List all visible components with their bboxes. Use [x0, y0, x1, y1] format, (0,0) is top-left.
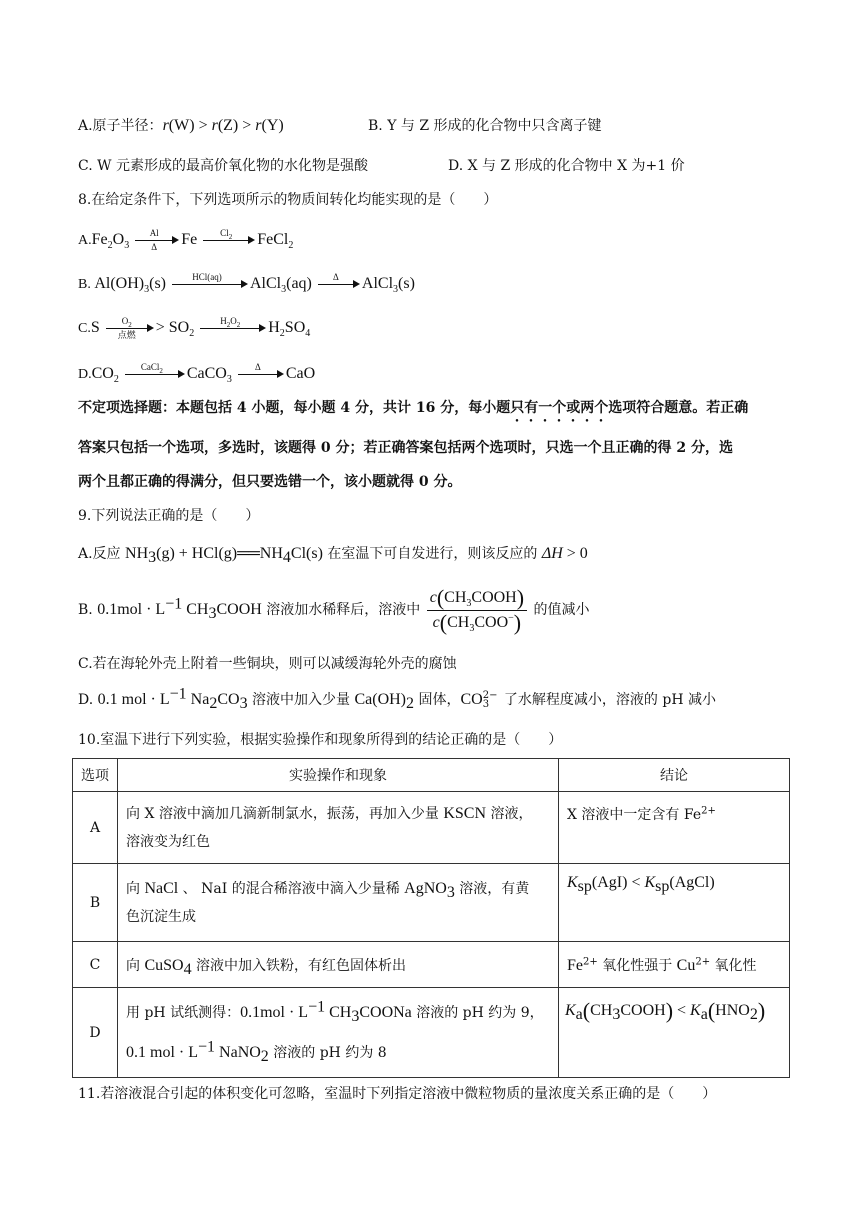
q8-b-s2-sub: 3 — [281, 284, 287, 296]
q9-b-num: CH — [444, 588, 467, 606]
q9-option-c: C.若在海轮外壳上附着一些铜块，则可以减缓海轮外壳的腐蚀 — [78, 656, 457, 672]
row-d-op2b-sub: 2 — [260, 1047, 269, 1065]
q8-c-arrow-1-top-sub: 2 — [128, 321, 132, 330]
q8-a-s2: Fe — [181, 231, 198, 248]
row-c-con1-sup: 2+ — [583, 955, 598, 967]
q9-a-r1b: (g) + HCl(g)══NH — [156, 545, 283, 562]
q8-c-arrow-1-bottom: 点燃 — [117, 330, 136, 341]
q8-c-s2: SO — [168, 319, 190, 336]
q9-b-label: B. — [78, 602, 98, 618]
row-d-op2c: 溶液的 pH 约为 8 — [268, 1044, 387, 1061]
q9-option-d — [78, 685, 716, 712]
q8-d-arrow-1-top-sub: 2 — [159, 367, 163, 376]
q8-stem: 8.在给定条件下，下列选项所示的物质间转化均能实现的是（ ） — [78, 192, 498, 208]
row-c-con2b: 氧化性 — [710, 957, 757, 974]
q7-a-z: (Z) — [217, 117, 239, 134]
q8-a-arrow-1 — [135, 228, 179, 253]
row-d-op1b: 0.1mol · L — [240, 1003, 309, 1021]
q9-b-den-c: c — [432, 613, 440, 631]
q8-b-s3: AlCl — [361, 275, 394, 292]
q9-b-species-sub: 3 — [208, 604, 217, 622]
row-a-conclusion — [559, 792, 790, 864]
q9-a-delta-h: ΔH — [541, 545, 563, 562]
q8-c-arrow-2-top-o: O — [230, 316, 237, 327]
q8-a-arrow-2-top — [203, 228, 249, 242]
row-a-con: X 溶液中一定含有 Fe — [567, 807, 702, 823]
q7-a-gt2: > — [238, 117, 256, 134]
q7-option-a — [78, 116, 284, 136]
q8-c-s1: S — [90, 319, 100, 336]
q9-a-r1b-sub: 4 — [282, 548, 291, 566]
q8-b-s2b: (aq) — [286, 275, 312, 292]
row-a-op2: 溶液变为红色 — [126, 833, 210, 850]
q9-a-text: 在室温下可自发进行，则该反应的 — [322, 546, 542, 562]
q8-d-s2: CaCO — [186, 365, 227, 382]
q8-c-s3-sub: 2 — [279, 328, 285, 340]
q7-a-r3: r — [255, 117, 262, 134]
q9-b-num-b: COOH — [471, 588, 517, 606]
table-row — [73, 792, 790, 864]
q8-option-b — [78, 274, 415, 295]
q7-a-label: A.原子半径： — [78, 118, 163, 134]
row-c-op1b-sub: 4 — [183, 960, 192, 978]
q9-d-text2: 固体， — [414, 692, 461, 708]
row-c-operation — [118, 942, 559, 988]
q9-d-conc-sup: −1 — [169, 685, 187, 703]
q8-d-s1: CO — [91, 365, 114, 382]
table-header-operation: 实验操作和现象 — [118, 759, 559, 792]
row-c-con2-sup: 2+ — [695, 955, 711, 967]
q9-a-r1: NH — [125, 545, 149, 562]
row-d-op1c: CH — [325, 1003, 352, 1021]
section-instructions-line-1 — [78, 398, 748, 425]
row-d-op1c-sub: 3 — [351, 1007, 360, 1025]
row-d-op1e: 溶液的 pH 约为 9， — [411, 1004, 544, 1021]
section-instructions-line-2: 答案只包括一个选项，多选时，该题得 0 分；若正确答案包括两个选项时，只选一个且正确的得 2 分，选 — [78, 440, 733, 456]
row-b-con1: K — [567, 874, 578, 891]
row-c-con2: Cu — [676, 956, 696, 974]
q9-b-num-c: c — [429, 588, 437, 606]
q9-b-species: CH — [182, 601, 209, 618]
q7-a-r2: r — [211, 117, 218, 134]
q8-option-a — [78, 230, 293, 251]
q7-option-b: B. Y 与 Z 形成的化合物中只含离子键 — [368, 118, 602, 134]
q8-b-arrow-1 — [172, 274, 248, 294]
table-header-option: 选项 — [73, 759, 118, 792]
q9-b-den-b: COO — [474, 613, 509, 631]
q9-d-text1: 溶液中加入少量 — [247, 692, 355, 708]
section-instructions-line-3: 两个且都正确的得满分，但只要选错一个，该小题就得 0 分。 — [78, 474, 462, 490]
q9-d-additive: Ca(OH) — [354, 691, 407, 708]
q7-a-y: (Y) — [261, 117, 284, 134]
row-b-op2: 色沉淀生成 — [126, 908, 196, 925]
q9-stem: 9.下列说法正确的是（ ） — [78, 508, 260, 524]
row-a-op1c: 溶液， — [486, 805, 533, 822]
q8-c-s3b-sub: 4 — [305, 328, 311, 340]
q10-stem: 10.室温下进行下列实验，根据实验操作和现象所得到的结论正确的是（ ） — [78, 732, 563, 748]
row-d-key: D — [73, 988, 118, 1078]
q9-a-r1c: Cl(s) — [290, 545, 323, 562]
q8-c-arrow-2-top-h: H — [220, 316, 227, 327]
row-d-con2b: HNO — [715, 1002, 750, 1019]
q9-b-den-sup: − — [508, 612, 514, 624]
row-a-key: A — [73, 792, 118, 864]
q8-c-gt: > — [155, 319, 165, 336]
row-d-op1d: COONa — [359, 1003, 412, 1021]
q8-d-s3: CaO — [285, 365, 316, 382]
q8-b-arrow-2-top: Δ — [332, 272, 339, 283]
row-d-con1: K — [565, 1002, 576, 1019]
row-b-con1-sub: sp — [577, 877, 592, 895]
row-c-con1b: 氧化性强于 — [597, 957, 677, 974]
q9-a-label: A.反应 — [78, 546, 126, 562]
section-p1c: 选项符合题意。若正确 — [608, 400, 749, 416]
row-d-operation — [118, 988, 559, 1078]
q7-option-c: C. W 元素形成的最高价氧化物的水化物是强酸 — [78, 158, 368, 174]
q9-d-conc: 0.1 mol · L — [97, 691, 170, 708]
q9-d-species-b-sub: 3 — [239, 694, 248, 712]
q9-b-den-sub: 3 — [469, 622, 475, 634]
row-c-key: C — [73, 942, 118, 988]
row-d-op2b: NaNO — [215, 1043, 261, 1061]
q8-d-arrow-2-top: Δ — [254, 362, 261, 373]
row-c-op1: 向 — [126, 957, 145, 974]
q8-c-arrow-2 — [200, 318, 266, 338]
row-b-op1c: 、 NaI 的混合稀溶液中滴入少量稀 — [178, 880, 405, 897]
q8-b-s3-sub: 3 — [393, 284, 399, 296]
row-c-op1b: CuSO — [144, 956, 184, 974]
q8-d-s2-sub: 3 — [226, 374, 232, 386]
row-b-con2b: (AgCl) — [669, 874, 715, 891]
q9-d-text3: 了水解程度减小，溶液的 pH 减小 — [499, 692, 716, 708]
row-d-op1: 用 pH 试纸测得： — [126, 1004, 241, 1021]
q9-b-conc-sup: −1 — [165, 595, 183, 613]
q11-stem: 11.若溶液混合引起的体积变化可忽略，室温时下列指定溶液中微粒物质的量浓度关系正确的是（ ） — [78, 1086, 717, 1102]
q8-a-arrow-2-top-sub: 2 — [228, 233, 233, 242]
row-b-op1d-sub: 3 — [446, 883, 455, 901]
q8-d-arrow-1-top — [125, 362, 179, 376]
row-d-con2-sub: a — [700, 1005, 708, 1023]
q8-c-arrow-1 — [106, 316, 154, 341]
q8-a-s3: FeCl — [257, 231, 289, 248]
q9-b-num-sub: 3 — [466, 597, 472, 609]
q8-option-d — [78, 364, 315, 385]
q8-c-arrow-2-top-h-sub: 2 — [226, 321, 231, 330]
row-d-op2-sup: −1 — [198, 1037, 216, 1055]
q9-b-denominator: $c(CH_3COO^-)$ — [432, 609, 522, 635]
row-b-op1b: NaCl — [144, 879, 179, 897]
q9-b-text1: 溶液加水稀释后，溶液中 — [261, 602, 421, 618]
q8-a-arrow-2 — [203, 230, 255, 250]
row-c-con1: Fe — [567, 956, 583, 974]
q9-d-ion-sub: 3 — [482, 699, 490, 710]
q8-b-s2: AlCl — [250, 275, 282, 292]
q9-d-ion-sup: 2− — [482, 690, 498, 701]
row-a-con-sup: 2+ — [701, 805, 716, 817]
row-b-key: B — [73, 864, 118, 942]
row-d-con2b-sub: 2 — [749, 1005, 758, 1023]
q8-c-s2-sub: 2 — [189, 328, 195, 340]
row-d-op1b-sup: −1 — [308, 997, 326, 1015]
q9-a-r1-sub: 3 — [148, 548, 157, 566]
row-b-con1b: (AgI) < — [591, 874, 645, 891]
q9-b-text2: 的值减小 — [529, 602, 590, 618]
row-a-operation — [118, 792, 559, 864]
row-b-conclusion — [559, 864, 790, 942]
q9-d-ion-scripts — [483, 691, 498, 709]
q9-d-species-sub: 2 — [209, 694, 218, 712]
row-d-lt: < — [673, 1002, 691, 1019]
q8-b-arrow-2 — [318, 274, 360, 294]
section-p1b-emphasis: 只有一个或两个 — [510, 400, 609, 416]
table-row — [73, 942, 790, 988]
q8-a-s1b: O — [112, 231, 125, 248]
q8-a-arrow-1-top: Al — [149, 228, 159, 239]
q10-table — [72, 758, 790, 1078]
q7-a-w: (W) — [168, 117, 195, 134]
q8-d-label: D. — [78, 367, 92, 382]
row-d-con1c: COOH — [620, 1002, 666, 1019]
row-d-conclusion: $K_a(CH_3COOH) < K_a(HNO_2)$ — [559, 988, 790, 1078]
q9-d-ion: CO — [460, 691, 483, 708]
q8-a-arrow-1-bottom: Δ — [151, 242, 158, 253]
row-c-op1c: 溶液中加入铁粉，有红色固体析出 — [191, 957, 407, 974]
row-c-conclusion — [559, 942, 790, 988]
q8-b-label: B. — [78, 277, 95, 292]
q8-a-s1: Fe — [91, 231, 108, 248]
q8-d-arrow-2 — [238, 364, 284, 384]
q9-d-species-b: CO — [217, 691, 240, 708]
q9-option-b — [78, 586, 590, 634]
q8-c-arrow-2-top — [200, 316, 260, 330]
q8-c-s3b: SO — [284, 319, 306, 336]
row-b-op1: 向 — [126, 880, 145, 897]
row-d-op2: 0.1 mol · L — [126, 1043, 198, 1061]
q9-b-numerator: $c(CH_3COOH)$ — [427, 588, 527, 611]
q7-option-d: D. X 与 Z 形成的化合物中 X 为+1 价 — [448, 158, 685, 174]
row-a-op1b: KSCN — [443, 804, 487, 822]
q8-d-arrow-1-top-text: CaCl — [140, 362, 160, 373]
q8-a-arrow-2-top-text: Cl — [220, 228, 229, 239]
q7-a-gt1: > — [194, 117, 212, 134]
q9-b-species-b: COOH — [216, 601, 262, 618]
row-d-con2: K — [690, 1002, 701, 1019]
q8-option-c — [78, 318, 310, 339]
q8-b-s1-sub: 3 — [144, 284, 150, 296]
q8-c-arrow-1-top-text: O — [121, 316, 129, 327]
q8-b-s3b: (s) — [398, 275, 415, 292]
row-b-op1d: AgNO — [404, 879, 447, 897]
q8-c-arrow-1-top — [106, 316, 148, 330]
q8-c-label: C. — [78, 321, 91, 336]
q8-a-s3-sub: 2 — [288, 240, 294, 252]
q9-d-additive-sub: 2 — [406, 694, 415, 712]
q9-b-den: CH — [447, 613, 470, 631]
q8-b-s1: Al(OH) — [94, 275, 145, 292]
q8-c-s3: H — [268, 319, 280, 336]
row-a-op1: 向 X 溶液中滴加几滴新制氯水，振荡，再加入少量 — [126, 805, 444, 822]
row-b-con2: K — [644, 874, 656, 891]
q9-d-species: Na — [186, 691, 210, 708]
q7-a-r1: r — [162, 117, 169, 134]
q8-d-arrow-1 — [125, 364, 185, 384]
row-b-con2-sub: sp — [655, 877, 670, 895]
q8-b-s1b: (s) — [149, 275, 166, 292]
q9-b-conc: 0.1mol · L — [97, 601, 166, 618]
row-d-con1b-sub: 3 — [612, 1005, 621, 1023]
row-d-con1b: CH — [590, 1002, 613, 1019]
row-b-op1e: 溶液，有黄 — [454, 880, 530, 897]
q9-a-gt-zero: > 0 — [562, 545, 588, 562]
q8-d-s1-sub: 2 — [113, 374, 119, 386]
q8-a-label: A. — [78, 233, 92, 248]
table-row — [73, 988, 790, 1078]
q9-d-label: D. — [78, 692, 98, 708]
section-p1a: 不定项选择题：本题包括 4 小题，每小题 4 分，共计 16 分，每小题 — [78, 400, 511, 416]
q8-b-arrow-1-top: HCl(aq) — [192, 272, 222, 283]
row-b-operation — [118, 864, 559, 942]
table-header-conclusion: 结论 — [559, 759, 790, 792]
q8-a-s1b-sub: 3 — [124, 240, 130, 252]
q8-c-arrow-2-top-o-sub: 2 — [236, 321, 241, 330]
q7-option-a-line — [78, 116, 284, 136]
q9-b-fraction — [427, 584, 527, 635]
q8-a-s1-sub: 2 — [107, 240, 113, 252]
table-header-row — [73, 759, 790, 792]
table-row — [73, 864, 790, 942]
row-d-con1-sub: a — [575, 1005, 583, 1023]
q9-option-a — [78, 544, 588, 564]
